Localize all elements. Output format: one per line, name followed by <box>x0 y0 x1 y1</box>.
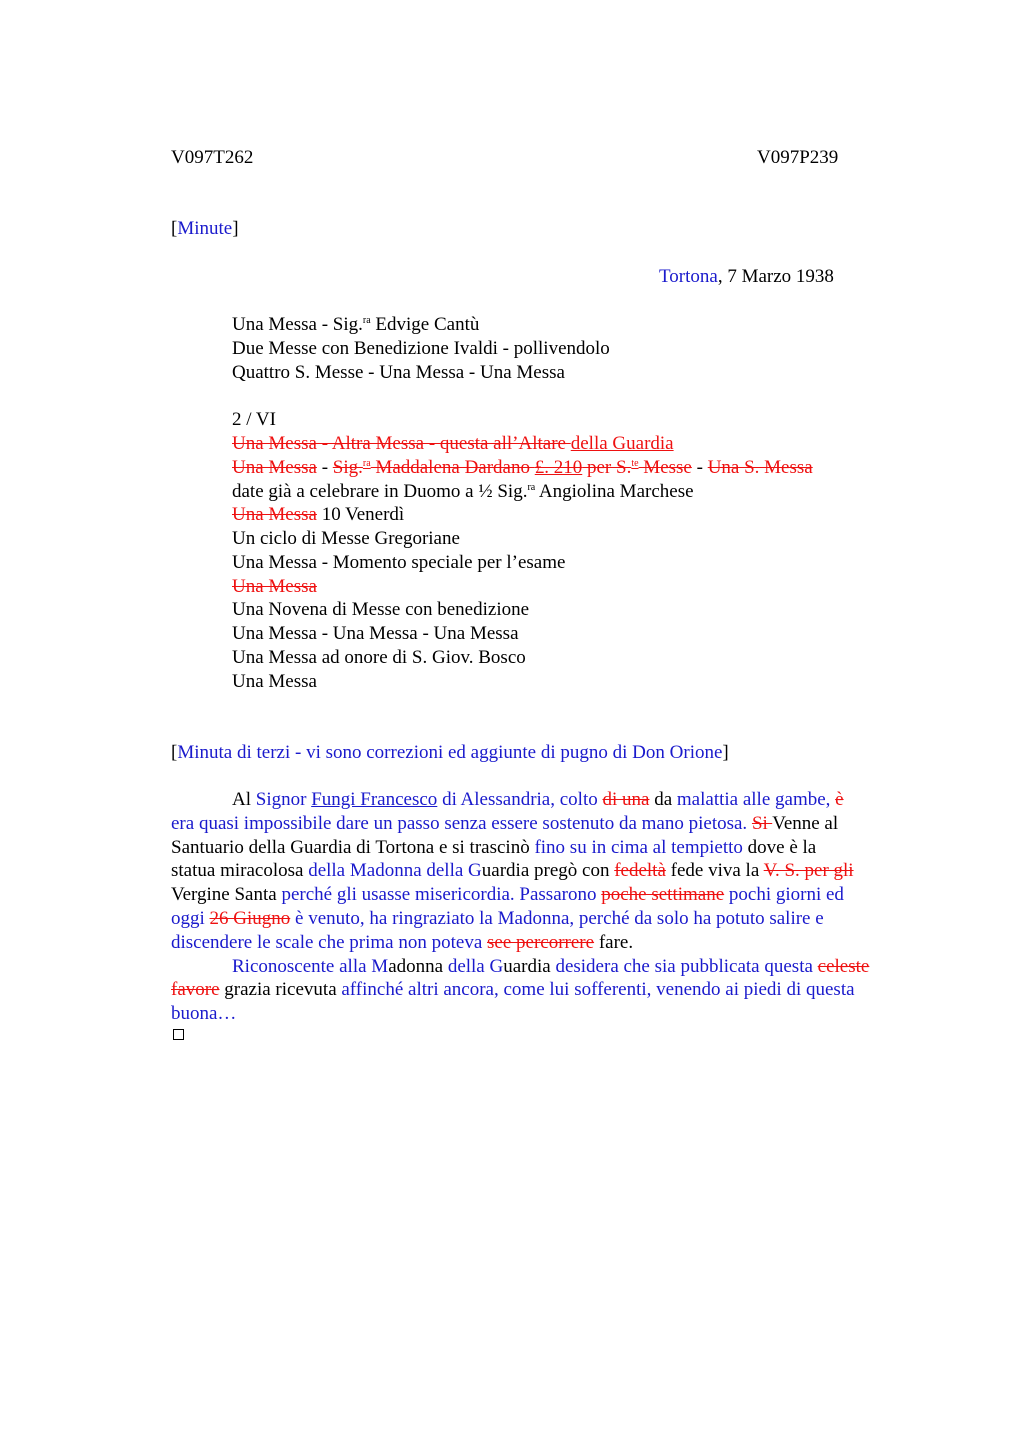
deleted-text: è <box>835 789 844 810</box>
deleted-text: Una Messa <box>232 576 317 597</box>
list-item: date già a celebrare in Duomo a ½ Sig.$^{ra}$ Angiolina Marchese <box>232 481 694 502</box>
list-item: Quattro S. Messe - Una Messa - Una Messa <box>232 362 565 383</box>
deleted-text: Si <box>751 813 773 834</box>
paragraph-line: Santuario della Guardia di Tortona e si trascinò fino su in cima al tempietto dove è la <box>171 837 817 858</box>
date-line <box>659 265 834 289</box>
document-code-right: V097P239 <box>757 147 839 168</box>
paragraph-line: oggi 26 Giugno è venuto, ha ringraziato la Madonna, perché da solo ha potuto salire e <box>171 908 824 929</box>
person-name: Fungi Francesco <box>311 789 438 810</box>
section-label: Minuta di terzi - vi sono correzioni ed aggiunte di pugno di Don Orione <box>177 742 723 763</box>
list-item: Due Messe con Benedizione Ivaldi - pollivendolo <box>232 338 610 359</box>
list-item: Una Messa - Sig.$^{ra}$ Maddalena Dardano £. 210 per S.$^{te}$ Messe - Una S. Messa <box>232 457 813 478</box>
paragraph-line: buona… <box>171 1003 237 1024</box>
deleted-text: see percorrere <box>487 932 595 953</box>
deleted-text: Una Messa <box>232 504 317 525</box>
paragraph-line: Al Signor Fungi Francesco di Alessandria, colto di una da malattia alle gambe, è <box>232 789 844 810</box>
deleted-text: Una Messa <box>232 457 317 478</box>
place-name: Tortona <box>659 266 718 287</box>
section-label: Minute <box>177 218 233 239</box>
list-item: Una Novena di Messe con benedizione <box>232 599 530 620</box>
list-item: Una Messa ad onore di S. Giov. Bosco <box>232 647 526 668</box>
paragraph-line: Riconoscente alla Madonna della Guardia desidera che sia pubblicata questa celeste <box>232 956 870 977</box>
deleted-text: celeste <box>817 956 870 977</box>
deleted-text: 26 Giugno <box>209 908 291 929</box>
list-item: Una Messa - Sig.$^{ra}$ Edvige Cantù <box>232 314 480 335</box>
deleted-text: Una S. Messa <box>707 457 813 478</box>
deleted-text: fedeltà <box>614 860 666 881</box>
deleted-text: Una Messa - Altra Messa - questa all’Altare <box>232 433 571 454</box>
list-item: Una Messa - Una Messa - Una Messa <box>232 623 519 644</box>
deleted-text: favore <box>171 979 220 1000</box>
document-code-left: V097T262 <box>171 147 254 168</box>
list-item <box>232 575 317 599</box>
date-text: , 7 Marzo 1938 <box>717 266 834 287</box>
list-item: Una Messa - Momento speciale per l’esame <box>232 552 566 573</box>
end-marker-box <box>173 1029 184 1040</box>
list-item: 2 / VI <box>232 409 276 430</box>
paragraph-line: era quasi impossibile dare un passo senza essere sostenuto da mano pietosa. Si Venne al <box>171 813 839 834</box>
deleted-text: della Guardia <box>570 433 674 454</box>
list-item: Una Messa 10 Venerdì <box>232 504 405 525</box>
section-heading-minute: [Minute] <box>171 218 239 239</box>
paragraph-line: Vergine Santa perché gli usasse misericordia. Passarono poche settimane pochi giorni ed <box>171 884 844 905</box>
paragraph-line: discendere le scale che prima non poteva see percorrere fare. <box>171 932 634 953</box>
deleted-text: V. S. per gli <box>763 860 854 881</box>
paragraph-line: statua miracolosa della Madonna della Guardia pregò con fedeltà fede viva la V. S. per gli <box>171 860 854 881</box>
list-item: Una Messa <box>232 671 317 692</box>
list-item <box>232 432 674 456</box>
deleted-text: poche settimane <box>601 884 725 905</box>
paragraph-line: favore grazia ricevuta affinché altri ancora, come lui sofferenti, venendo ai piedi di questa <box>171 979 855 1000</box>
deleted-text: di una <box>602 789 650 810</box>
deleted-text: Sig.$^{ra}$ Maddalena Dardano £. 210 per S.$^{te}$ Messe <box>332 457 692 478</box>
list-item: Un ciclo di Messe Gregoriane <box>232 528 460 549</box>
section-heading-minuta: [Minuta di terzi - vi sono correzioni ed aggiunte di pugno di Don Orione] <box>171 742 729 763</box>
